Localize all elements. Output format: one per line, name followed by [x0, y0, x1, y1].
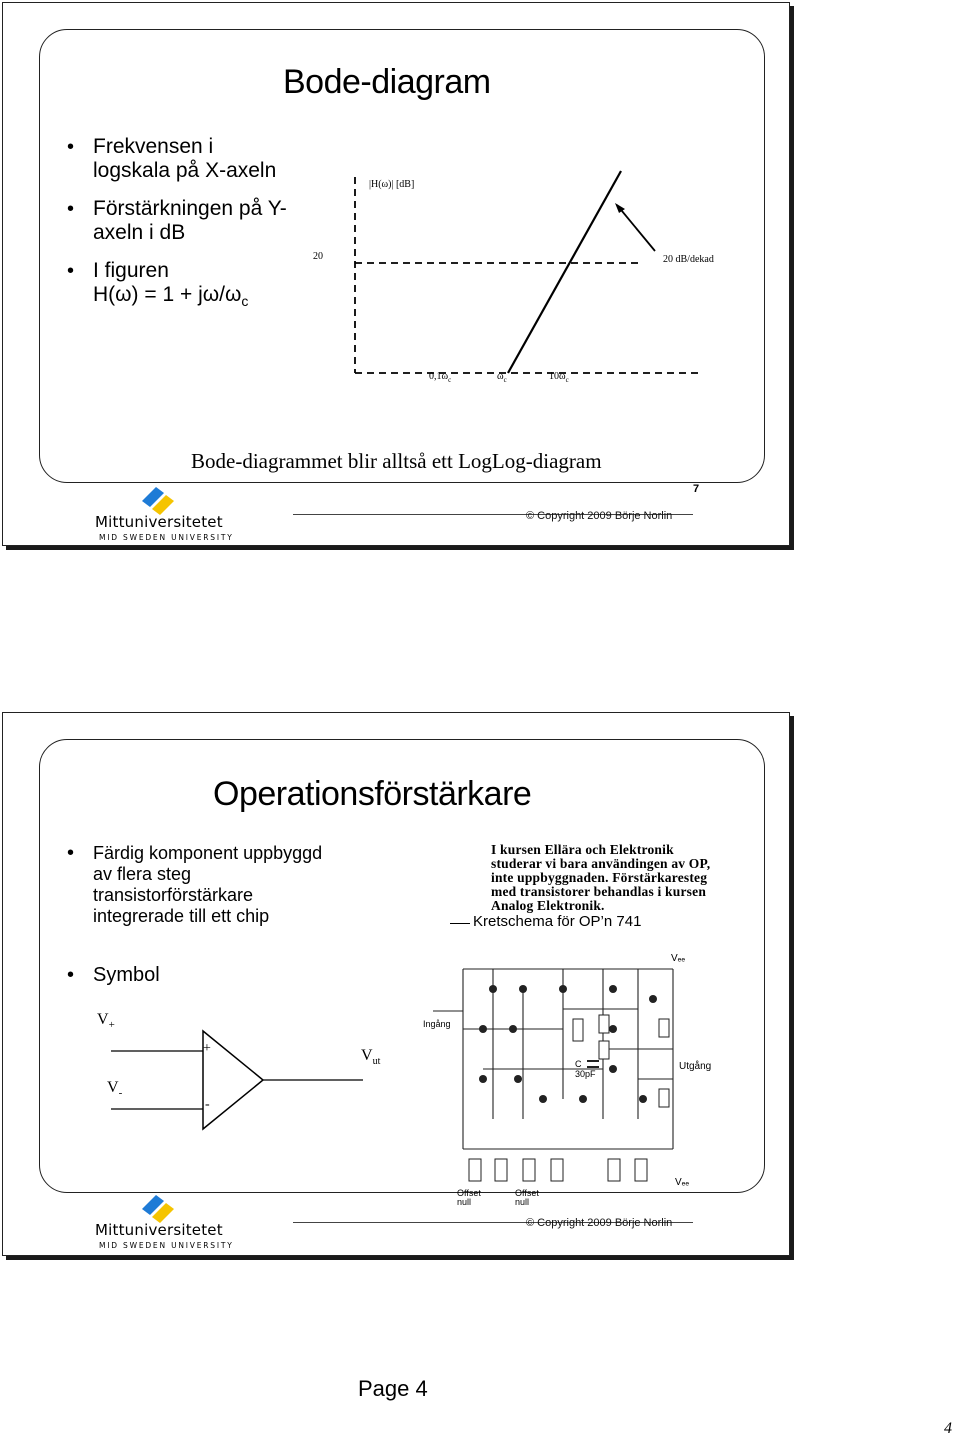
offset-null-label: Offset null [457, 1188, 481, 1207]
opamp-triangle [203, 1031, 263, 1129]
x-tick-sub: c [503, 376, 507, 384]
university-logo-icon [138, 483, 178, 517]
note-line: inte uppbyggnaden. Förstärkaresteg [491, 870, 708, 885]
v-plus-sub: + [108, 1019, 115, 1032]
slide-number: 7 [693, 483, 700, 495]
noninverting-sign: + [203, 1041, 211, 1056]
bode-graph [303, 163, 733, 403]
copyright: © Copyright 2009 Börje Norlin [526, 510, 673, 522]
logo-subtitle: MID SWEDEN UNIVERSITY [99, 533, 234, 542]
x-tick-sub: c [565, 376, 569, 384]
asymptote-line [508, 171, 621, 373]
university-logo-icon [138, 1191, 178, 1225]
v-minus-sub: - [118, 1087, 123, 1100]
v-plus-letter: V [97, 1011, 109, 1028]
copyright: © Copyright 2009 Börje Norlin [526, 1217, 673, 1229]
bullet-line: Symbol [93, 964, 160, 986]
bullet-subscript: c [241, 293, 249, 310]
slope-arrow [617, 205, 655, 251]
input-label: Ingång [423, 1019, 451, 1029]
logo-name: Mittuniversitetet [95, 1221, 223, 1239]
slope-label: 20 dB/dekad [663, 254, 714, 265]
note-line: studerar vi bara användingen av OP, [491, 856, 711, 871]
x-tick-sub: c [448, 376, 452, 384]
caption-dash [450, 923, 470, 924]
x-tick-main: 10ω [549, 371, 566, 382]
slide-1 [2, 2, 790, 546]
v-out-label [361, 1047, 380, 1067]
slide-1-caption: Bode-diagrammet blir alltså ett LogLog-diagram [191, 449, 602, 473]
corner-page-number: 4 [944, 1420, 952, 1437]
note-line: I kursen Ellära och Elektronik [491, 842, 674, 857]
bullet-item [67, 843, 397, 927]
bullet-line: H(ω) = 1 + jω/ω [93, 283, 242, 306]
note-line: Analog Elektronik. [491, 898, 605, 913]
bullet-line: Frekvensen i [93, 135, 214, 158]
x-tick-main: ω [497, 371, 504, 382]
note-line: med transistorer behandlas i kursen [491, 884, 707, 899]
x-tick [429, 371, 451, 384]
offset-null-label: Offset null [515, 1188, 539, 1207]
v-minus-label [107, 1079, 122, 1099]
logo-name: Mittuniversitetet [95, 513, 223, 531]
capacitor-label: C 30pF [575, 1059, 596, 1079]
output-label: Utgång [679, 1061, 712, 1072]
opamp-symbol [93, 1013, 373, 1143]
vee-label: Vₑₑ [675, 1177, 690, 1188]
bullet-line: logskala på X-axeln [93, 159, 277, 182]
v-out-sub: ut [372, 1056, 381, 1068]
slide-2 [2, 712, 790, 1256]
circuit-caption: Kretschema för OP’n 741 [473, 913, 642, 930]
x-tick-main: 0,1ω [429, 371, 449, 382]
slide-2-bullet-list [67, 843, 397, 987]
bullet-line: transistorförstärkare [93, 885, 254, 905]
x-tick [549, 371, 569, 384]
page-label: Page 4 [358, 1376, 428, 1401]
vcc-label: Vₑₑ [671, 953, 686, 964]
bullet-line: av flera steg [93, 864, 192, 884]
bullet-line: Färdig komponent uppbyggd [93, 843, 323, 863]
v-out-letter: V [361, 1047, 373, 1064]
bullet-line: I figuren [93, 259, 169, 282]
x-tick [497, 371, 507, 384]
slide-1-title: Bode-diagram [283, 63, 491, 101]
y-axis-label: |H(ω)| [dB] [369, 179, 415, 190]
v-minus-letter: V [107, 1079, 119, 1096]
y-tick-20: 20 [313, 251, 323, 262]
bullet-item [67, 963, 397, 987]
v-plus-label [97, 1011, 115, 1031]
course-note [491, 843, 710, 913]
bullet-line: axeln i dB [93, 221, 186, 244]
logo-subtitle: MID SWEDEN UNIVERSITY [99, 1241, 234, 1250]
bullet-line: Förstärkningen på Y- [93, 197, 287, 220]
slide-2-title: Operationsförstärkare [213, 775, 532, 813]
bullet-line: integrerade till ett chip [93, 906, 270, 926]
inverting-sign: - [205, 1097, 210, 1112]
opamp-741-schematic [423, 949, 693, 1211]
